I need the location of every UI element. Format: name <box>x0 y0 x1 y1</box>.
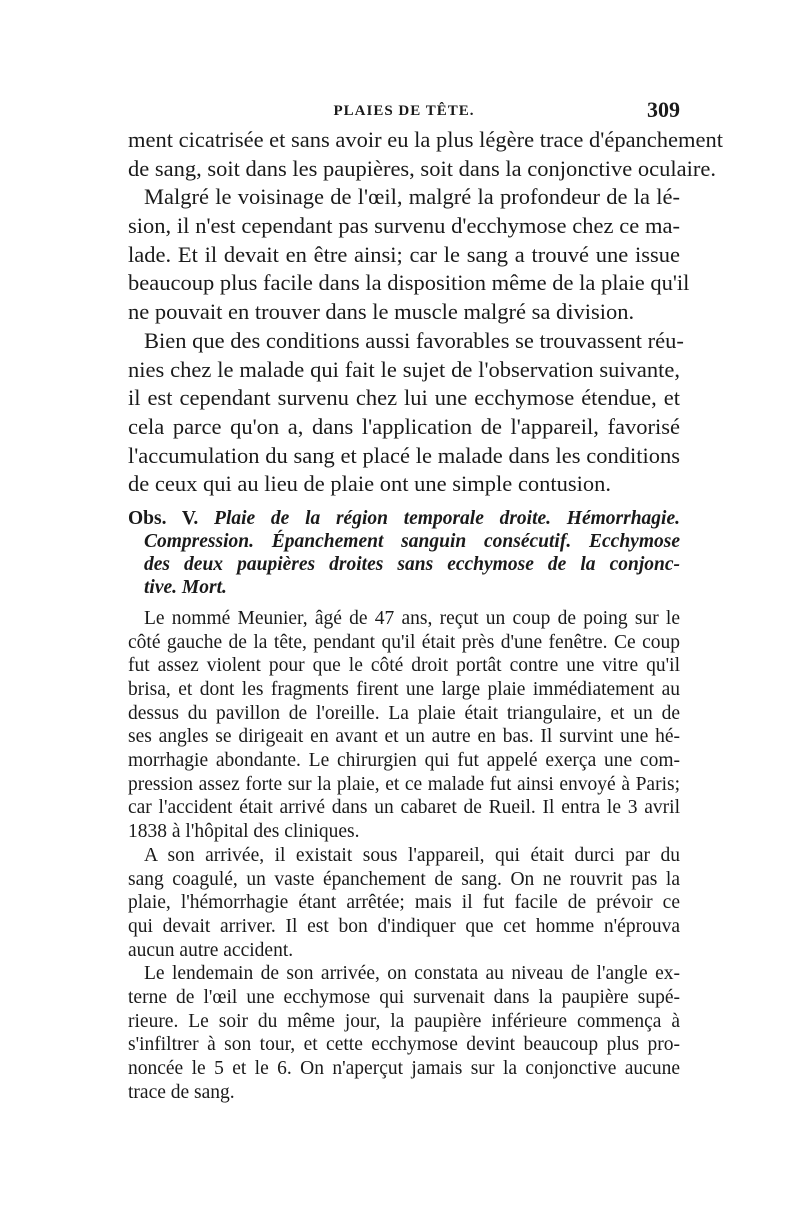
text-line: sang coagulé, un vaste épanchement de sang. On ne rouvrit pas la <box>128 868 680 890</box>
main-text <box>128 126 724 499</box>
observation-title-line: des deux paupières droites sans ecchymose de la conjonc- <box>144 553 680 575</box>
text-line: plaie, l'hémorrhagie étant arrêtée; mais il fut facile de prévoir ce <box>128 892 680 914</box>
observation-text <box>128 607 680 1104</box>
observation-label: Obs. V. <box>128 507 215 529</box>
text-line: de ceux qui au lieu de plaie ont une simple contusion. <box>128 471 612 497</box>
observation-title-line <box>128 507 680 530</box>
text-line: noncée le 5 et le 6. On n'aperçut jamais sur la conjonctive aucune <box>128 1058 680 1079</box>
text-line: l'accumulation du sang et placé le malade dans les conditions <box>128 442 680 468</box>
text-line: A son arrivée, il existait sous l'appareil, qui était durci par du <box>144 844 680 866</box>
text-line: trace de sang. <box>128 1081 235 1103</box>
text-line: lade. Et il devait en être ainsi; car le sang a trouvé une issue <box>128 241 680 267</box>
text-line: ment cicatrisée et sans avoir eu la plus légère trace d'épanchement <box>128 127 724 152</box>
observation-title-line: Compression. Épanchement sanguin consécutif. Ecchymose <box>144 530 680 552</box>
text-line: aucun autre accident. <box>128 939 294 961</box>
text-line: Malgré le voisinage de l'œil, malgré la profondeur de la lé- <box>144 184 680 210</box>
text-line: il est cependant survenu chez lui une ecchymose étendue, et <box>128 385 680 411</box>
text-line: car l'accident était arrivé dans un cabaret de Rueil. Il entra le 3 avril <box>128 797 680 819</box>
text-line: rieure. Le soir du même jour, la paupière inférieure commença à <box>128 1010 680 1032</box>
text-line: sion, il n'est cependant pas survenu d'ecchymose chez ce ma- <box>128 213 680 239</box>
text-line: terne de l'œil une ecchymose qui survenait dans la paupière supé- <box>128 986 680 1008</box>
running-head <box>128 95 680 125</box>
text-line: pression assez forte sur la plaie, et ce malade fut ainsi envoyé à Paris; <box>128 773 680 795</box>
text-line: dessus du pavillon de l'oreille. La plaie était triangulaire, et un de <box>128 702 680 724</box>
text-line: morrhagie abondante. Le chirurgien qui fut appelé exerça une com- <box>128 750 680 772</box>
paragraph <box>128 607 680 844</box>
paragraph <box>128 962 680 1104</box>
text-line: s'infiltrer à son tour, et cette ecchymose devint beaucoup plus pro- <box>128 1034 680 1056</box>
text-line: ses angles se dirigeait en avant et un autre en bas. Il survint une hé- <box>128 726 680 748</box>
paragraph <box>128 126 724 183</box>
page-number: 309 <box>647 97 680 122</box>
page-body <box>128 126 724 1104</box>
text-line: cela parce qu'on a, dans l'application de l'appareil, favorisé <box>128 413 680 439</box>
paragraph <box>128 844 680 962</box>
observation-title-text: Plaie de la région temporale droite. Hémorrhagie. <box>214 507 680 529</box>
text-line: nies chez le malade qui fait le sujet de l'observation suivante, <box>128 356 680 382</box>
text-line: Le lendemain de son arrivée, on constata au niveau de l'angle ex- <box>144 963 680 985</box>
text-line: 1838 à l'hôpital des cliniques. <box>128 821 360 843</box>
text-line: Le nommé Meunier, âgé de 47 ans, reçut un coup de poing sur le <box>144 607 680 629</box>
text-line: beaucoup plus facile dans la disposition même de la plaie qu'il <box>128 270 690 296</box>
text-line: brisa, et dont les fragments firent une large plaie immédiatement au <box>128 679 680 700</box>
text-line: Bien que des conditions aussi favorables se trouvassent réu- <box>144 327 684 353</box>
paragraph <box>128 183 690 326</box>
text-line: fut assez violent pour que le côté droit portât contre une vitre qu'il <box>128 655 680 677</box>
observation-heading <box>128 507 680 599</box>
text-line: côté gauche de la tête, pendant qu'il était près d'une fenêtre. Ce coup <box>128 631 680 653</box>
running-head-title: PLAIES DE TÊTE. <box>333 103 475 119</box>
text-line: de sang, soit dans les paupières, soit dans la conjonctive oculaire. <box>128 155 716 181</box>
observation-title-line: tive. Mort. <box>144 576 227 598</box>
text-line: qui devait arriver. Il est bon d'indiquer que cet homme n'éprouva <box>128 915 680 937</box>
text-line: ne pouvait en trouver dans le muscle malgré sa division. <box>128 299 635 325</box>
paragraph <box>128 327 684 499</box>
